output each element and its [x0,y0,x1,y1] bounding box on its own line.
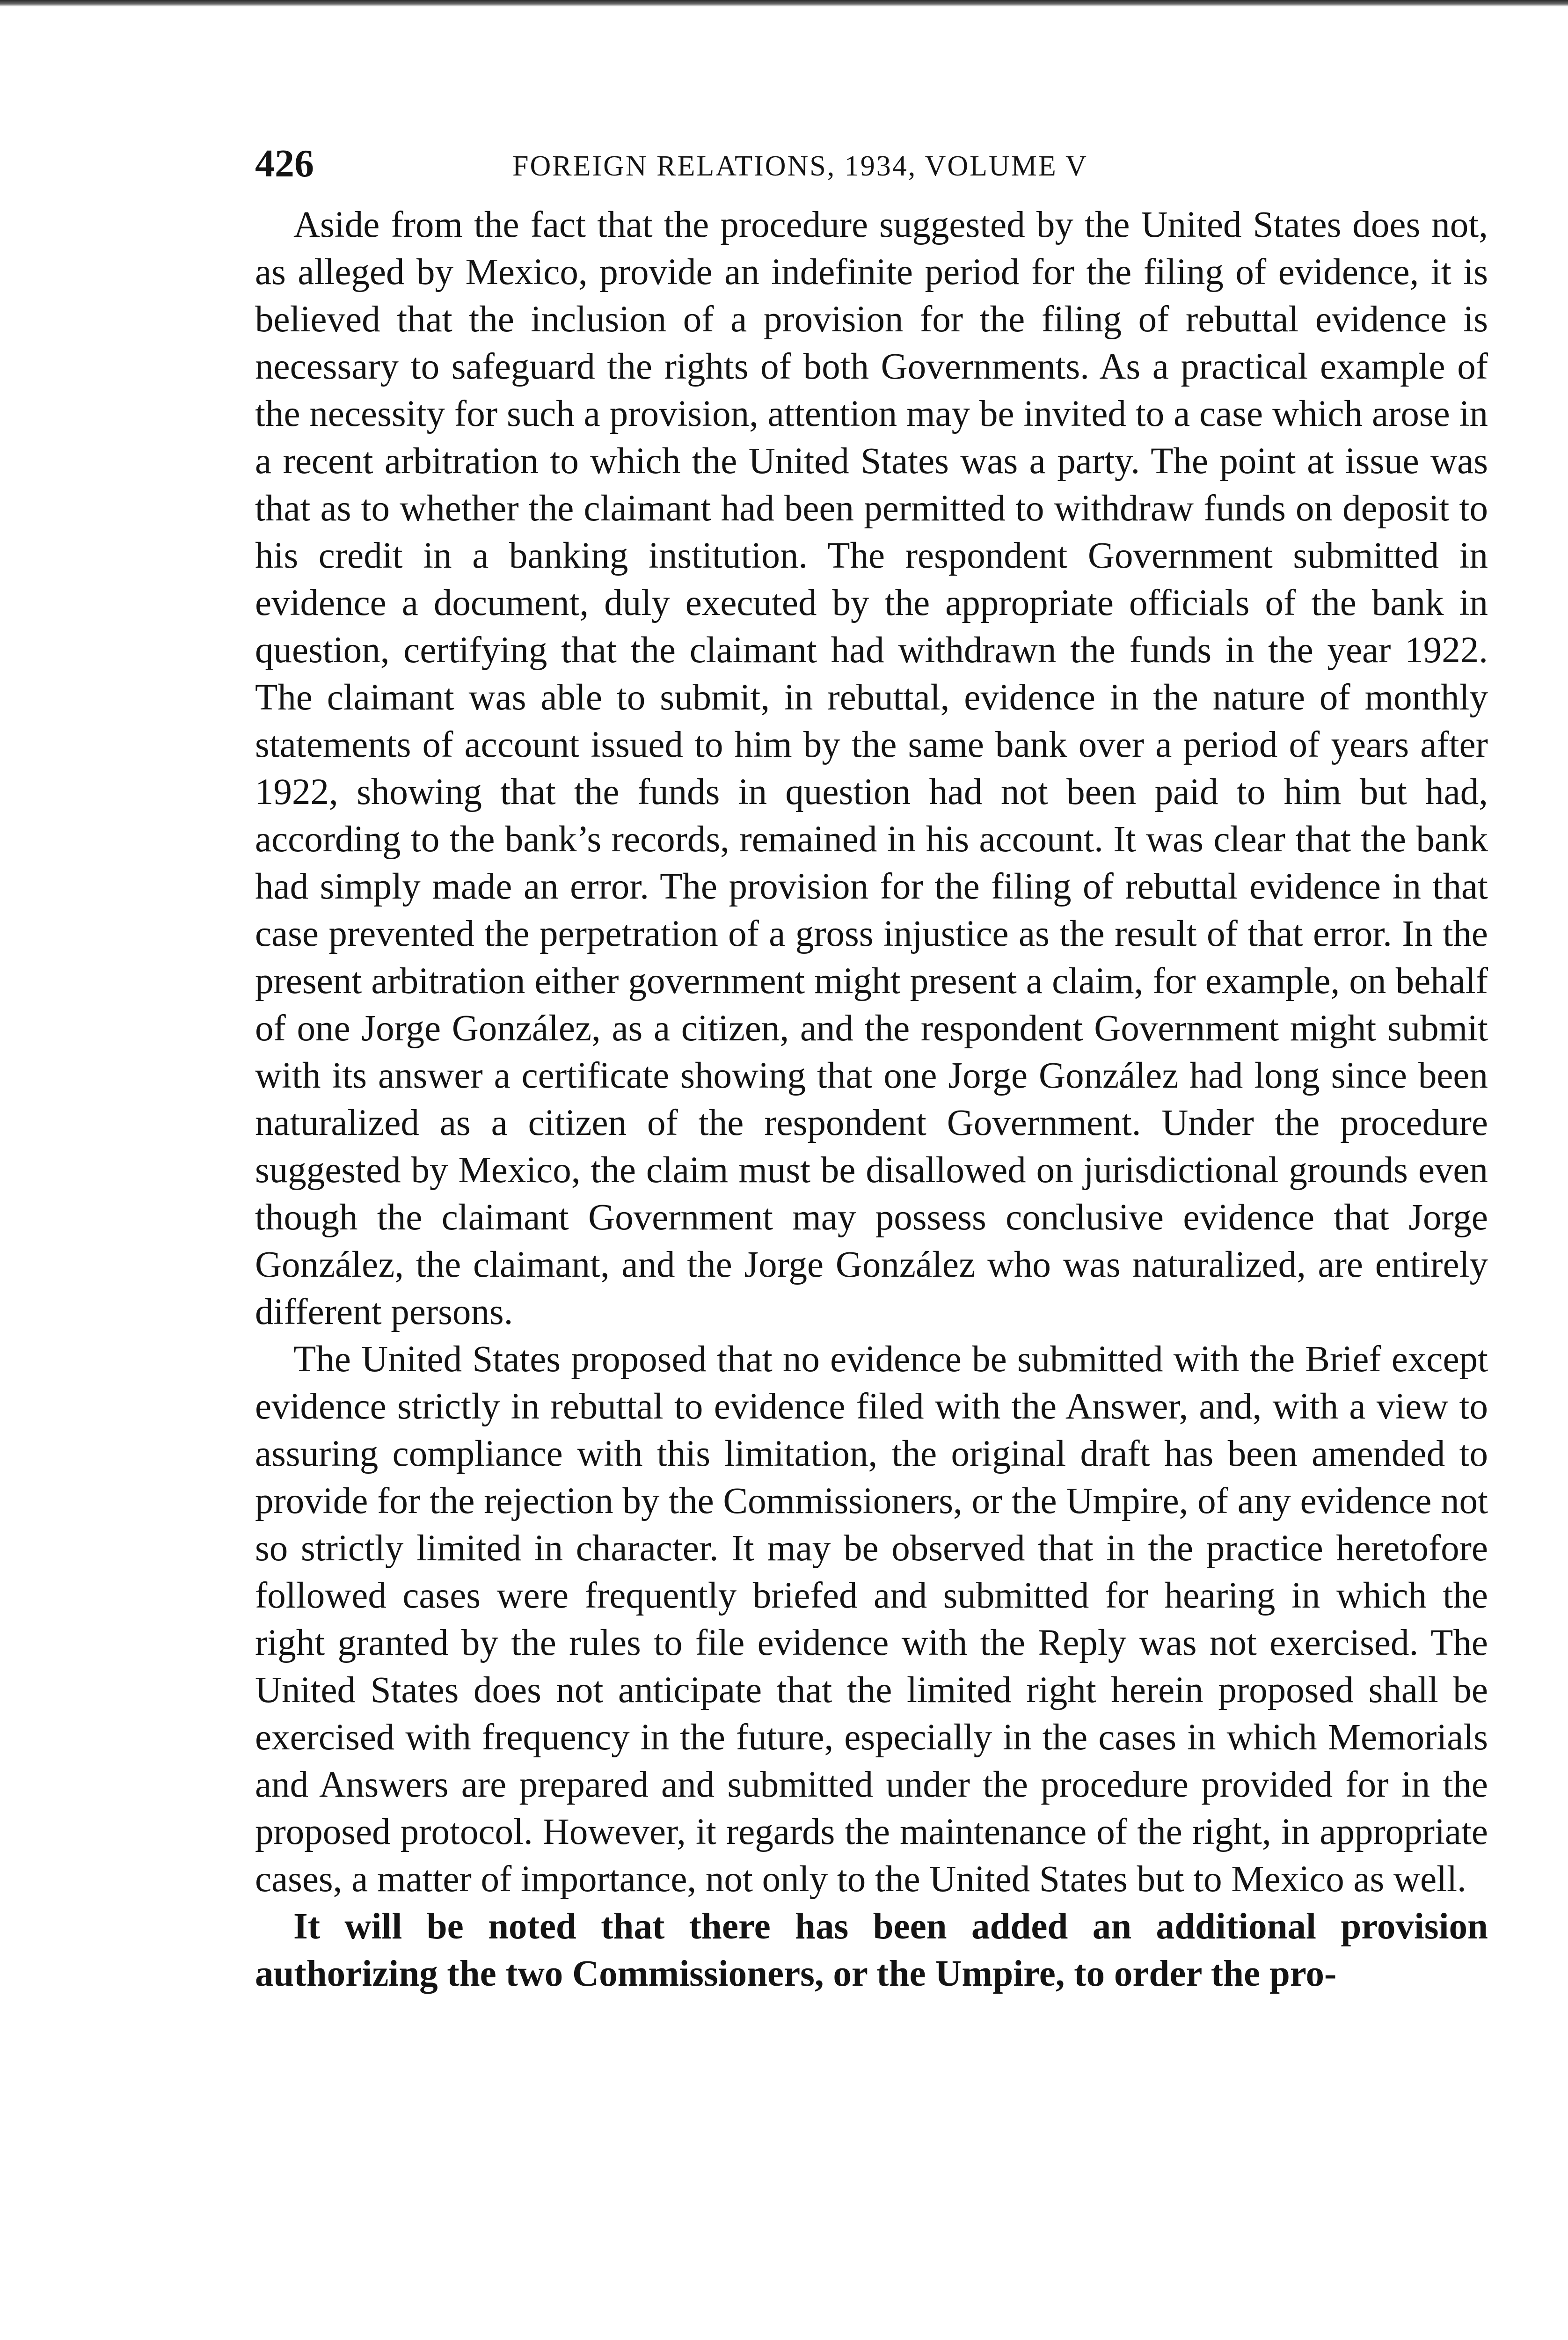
body-paragraph: Aside from the fact that the procedure suggested by the United States does not, as alleged by Mexico, provide an indefinite period for the filing of evidence, it is believed that the inclusion of a provision for the filing of rebuttal evidence is necessary to safeguard the rights of both Governments. As a practical example of the necessity for such a provision, attention may be invited to a case which arose in a recent arbitration to which the United States was a party. The point at issue was that as to whether the claimant had been permitted to withdraw funds on deposit to his credit in a banking institution. The respondent Government submitted in evidence a document, duly executed by the appropriate officials of the bank in question, certifying that the claimant had withdrawn the funds in the year 1922. The claimant was able to submit, in rebuttal, evidence in the nature of monthly statements of account issued to him by the same bank over a period of years after 1922, showing that the funds in question had not been paid to him but had, according to the bank’s records, remained in his account. It was clear that the bank had simply made an error. The provision for the filing of rebuttal evidence in that case prevented the perpetration of a gross injustice as the result of that error. In the present arbitration either government might present a claim, for example, on behalf of one Jorge González, as a citizen, and the respondent Government might submit with its answer a certificate showing that one Jorge González had long since been naturalized as a citizen of the respondent Government. Under the procedure suggested by Mexico, the claim must be disallowed on jurisdictional grounds even though the claimant Government may possess conclusive evidence that Jorge González, the claimant, and the Jorge González who was naturalized, are entirely different persons. [255,205,1488,1332]
document-page [255,140,1488,1997]
body-paragraph: It will be noted that there has been added an additional provision authorizing the two Commissioners, or the Umpire, to order the pro- [255,1906,1488,1994]
body-paragraph: The United States proposed that no evidence be submitted with the Brief except evidence strictly in rebuttal to evidence filed with the Answer, and, with a view to assuring compliance with this limitation, the original draft has been amended to provide for the rejection by the Commissioners, or the Umpire, of any evidence not so strictly limited in character. It may be observed that in the practice heretofore followed cases were frequently briefed and submitted for hearing in which the right granted by the rules to file evidence with the Reply was not exercised. The United States does not anticipate that the limited right herein proposed shall be exercised with frequency in the future, especially in the cases in which Memorials and Answers are prepared and submitted under the procedure provided for in the proposed protocol. However, it regards the maintenance of the right, in appropriate cases, a matter of importance, not only to the United States but to Mexico as well. [255,1339,1488,1900]
page-number: 426 [255,142,314,185]
top-edge-rule [0,0,1568,7]
running-title: FOREIGN RELATIONS, 1934, VOLUME V [512,150,1088,182]
running-head [255,140,1488,201]
